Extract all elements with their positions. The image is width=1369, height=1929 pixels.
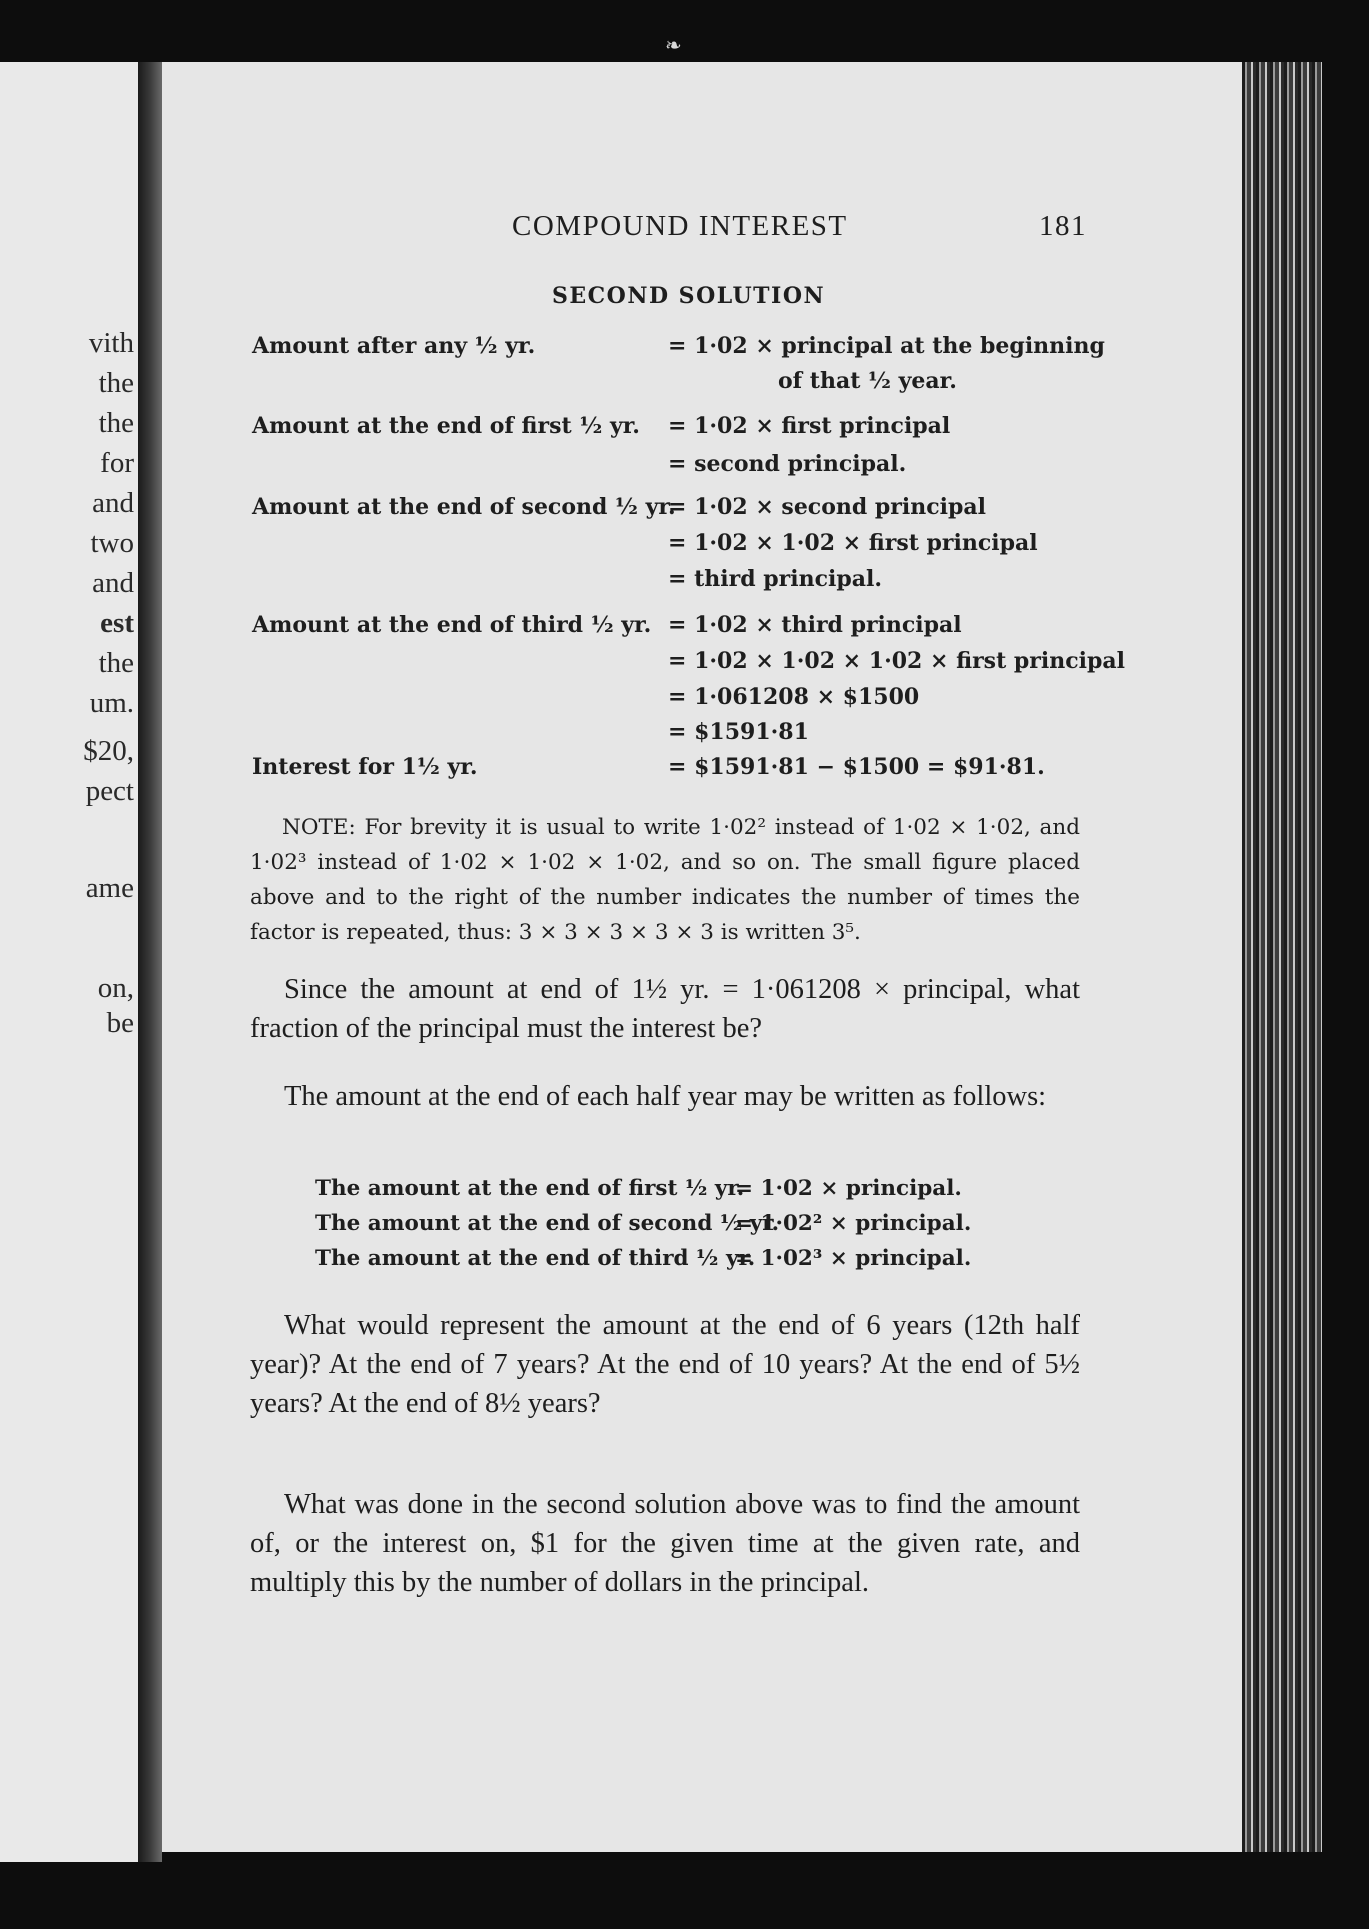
left-fragment: and [92,487,134,519]
paragraph-text: What was done in the second solution above was to find the amount of, or the interest on, $1 for the given time at the given rate, and multiply this by the number of dollars in the principal. [250,1489,1080,1598]
body-paragraph-3 [250,1306,1080,1423]
amount-line [315,1211,971,1236]
second-solution-heading: SECOND SOLUTION [552,283,826,309]
equation-rhs: = third principal. [668,566,882,592]
equation-rhs: = second principal. [668,451,907,477]
equation-rhs: = 1·02 × third principal [668,612,962,638]
equation-rhs: = 1·02 × 1·02 × first principal [668,530,1038,556]
amount-label: The amount at the end of second ½ yr. [315,1211,780,1236]
left-page-edge [0,62,138,1862]
amount-value: = 1·02³ × principal. [735,1246,972,1271]
left-fragment: for [100,447,134,479]
left-fragment: vith [88,327,134,359]
equation-rhs: = 1·02 × 1·02 × 1·02 × first principal [668,648,1125,674]
equation-lhs: Interest for 1½ yr. [252,754,478,780]
equation-lhs: Amount after any ½ yr. [252,333,536,359]
paragraph-text: Since the amount at end of 1½ yr. = 1·061208 × principal, what fraction of the principal must the interest be? [250,974,1080,1044]
equation-lhs: Amount at the end of third ½ yr. [252,612,652,638]
amount-line [315,1176,962,1201]
equation-rhs: of that ½ year. [778,368,957,394]
body-paragraph-2 [250,1077,1080,1116]
equation-rhs: = 1·02 × first principal [668,413,951,439]
paragraph-text: What would represent the amount at the end of 6 years (12th half year)? At the end of 7 years? At the end of 10 years? At the end of 5½ years? At the end of 8½ years? [250,1310,1080,1419]
body-paragraph-1 [250,970,1080,1048]
paragraph-text: The amount at the end of each half year may be written as follows: [284,1081,1047,1112]
amount-label: The amount at the end of first ½ yr. [315,1176,745,1201]
left-fragment: the [98,647,134,679]
running-head-title: COMPOUND INTEREST [512,210,848,242]
amount-line [315,1246,971,1271]
amount-value: = 1·02² × principal. [735,1211,972,1236]
equation-rhs: = 1·061208 × $1500 [668,684,920,710]
left-fragment: ame [85,872,134,904]
note-paragraph [250,810,1080,950]
note-text: NOTE: For brevity it is usual to write 1·02² instead of 1·02 × 1·02, and 1·02³ instead of 1·02 × 1·02 × 1·02, and so on. The small figure placed above and to the right of the number indicates the number of times the factor is repeated, thus: 3 × 3 × 3 × 3 × 3 is written 3⁵. [250,815,1080,945]
equation-rhs: = $1591·81 [668,719,809,745]
equation-lhs: Amount at the end of second ½ yr. [252,494,676,520]
top-ornament-icon: ❧ [665,33,682,57]
amount-value: = 1·02 × principal. [735,1176,962,1201]
left-fragment: on, [97,972,134,1004]
left-fragment: two [90,527,134,559]
left-fragment: the [98,407,134,439]
amount-label: The amount at the end of third ½ yr. [315,1246,756,1271]
left-fragment: est [100,607,134,639]
left-fragment: $20, [83,735,134,767]
left-fragment: the [98,367,134,399]
page-number: 181 [1039,210,1087,242]
left-fragment: and [92,567,134,599]
equation-lhs: Amount at the end of first ½ yr. [252,413,640,439]
left-fragment: pect [85,775,134,807]
body-paragraph-4 [250,1485,1080,1602]
left-fragment: be [106,1007,134,1039]
equation-rhs: = 1·02 × principal at the beginning [668,333,1105,359]
equation-rhs: = 1·02 × second principal [668,494,986,520]
equation-rhs: = $1591·81 − $1500 = $91·81. [668,754,1045,780]
book-gutter [138,62,162,1862]
page-edges [1242,62,1322,1852]
left-fragment: um. [89,687,134,719]
